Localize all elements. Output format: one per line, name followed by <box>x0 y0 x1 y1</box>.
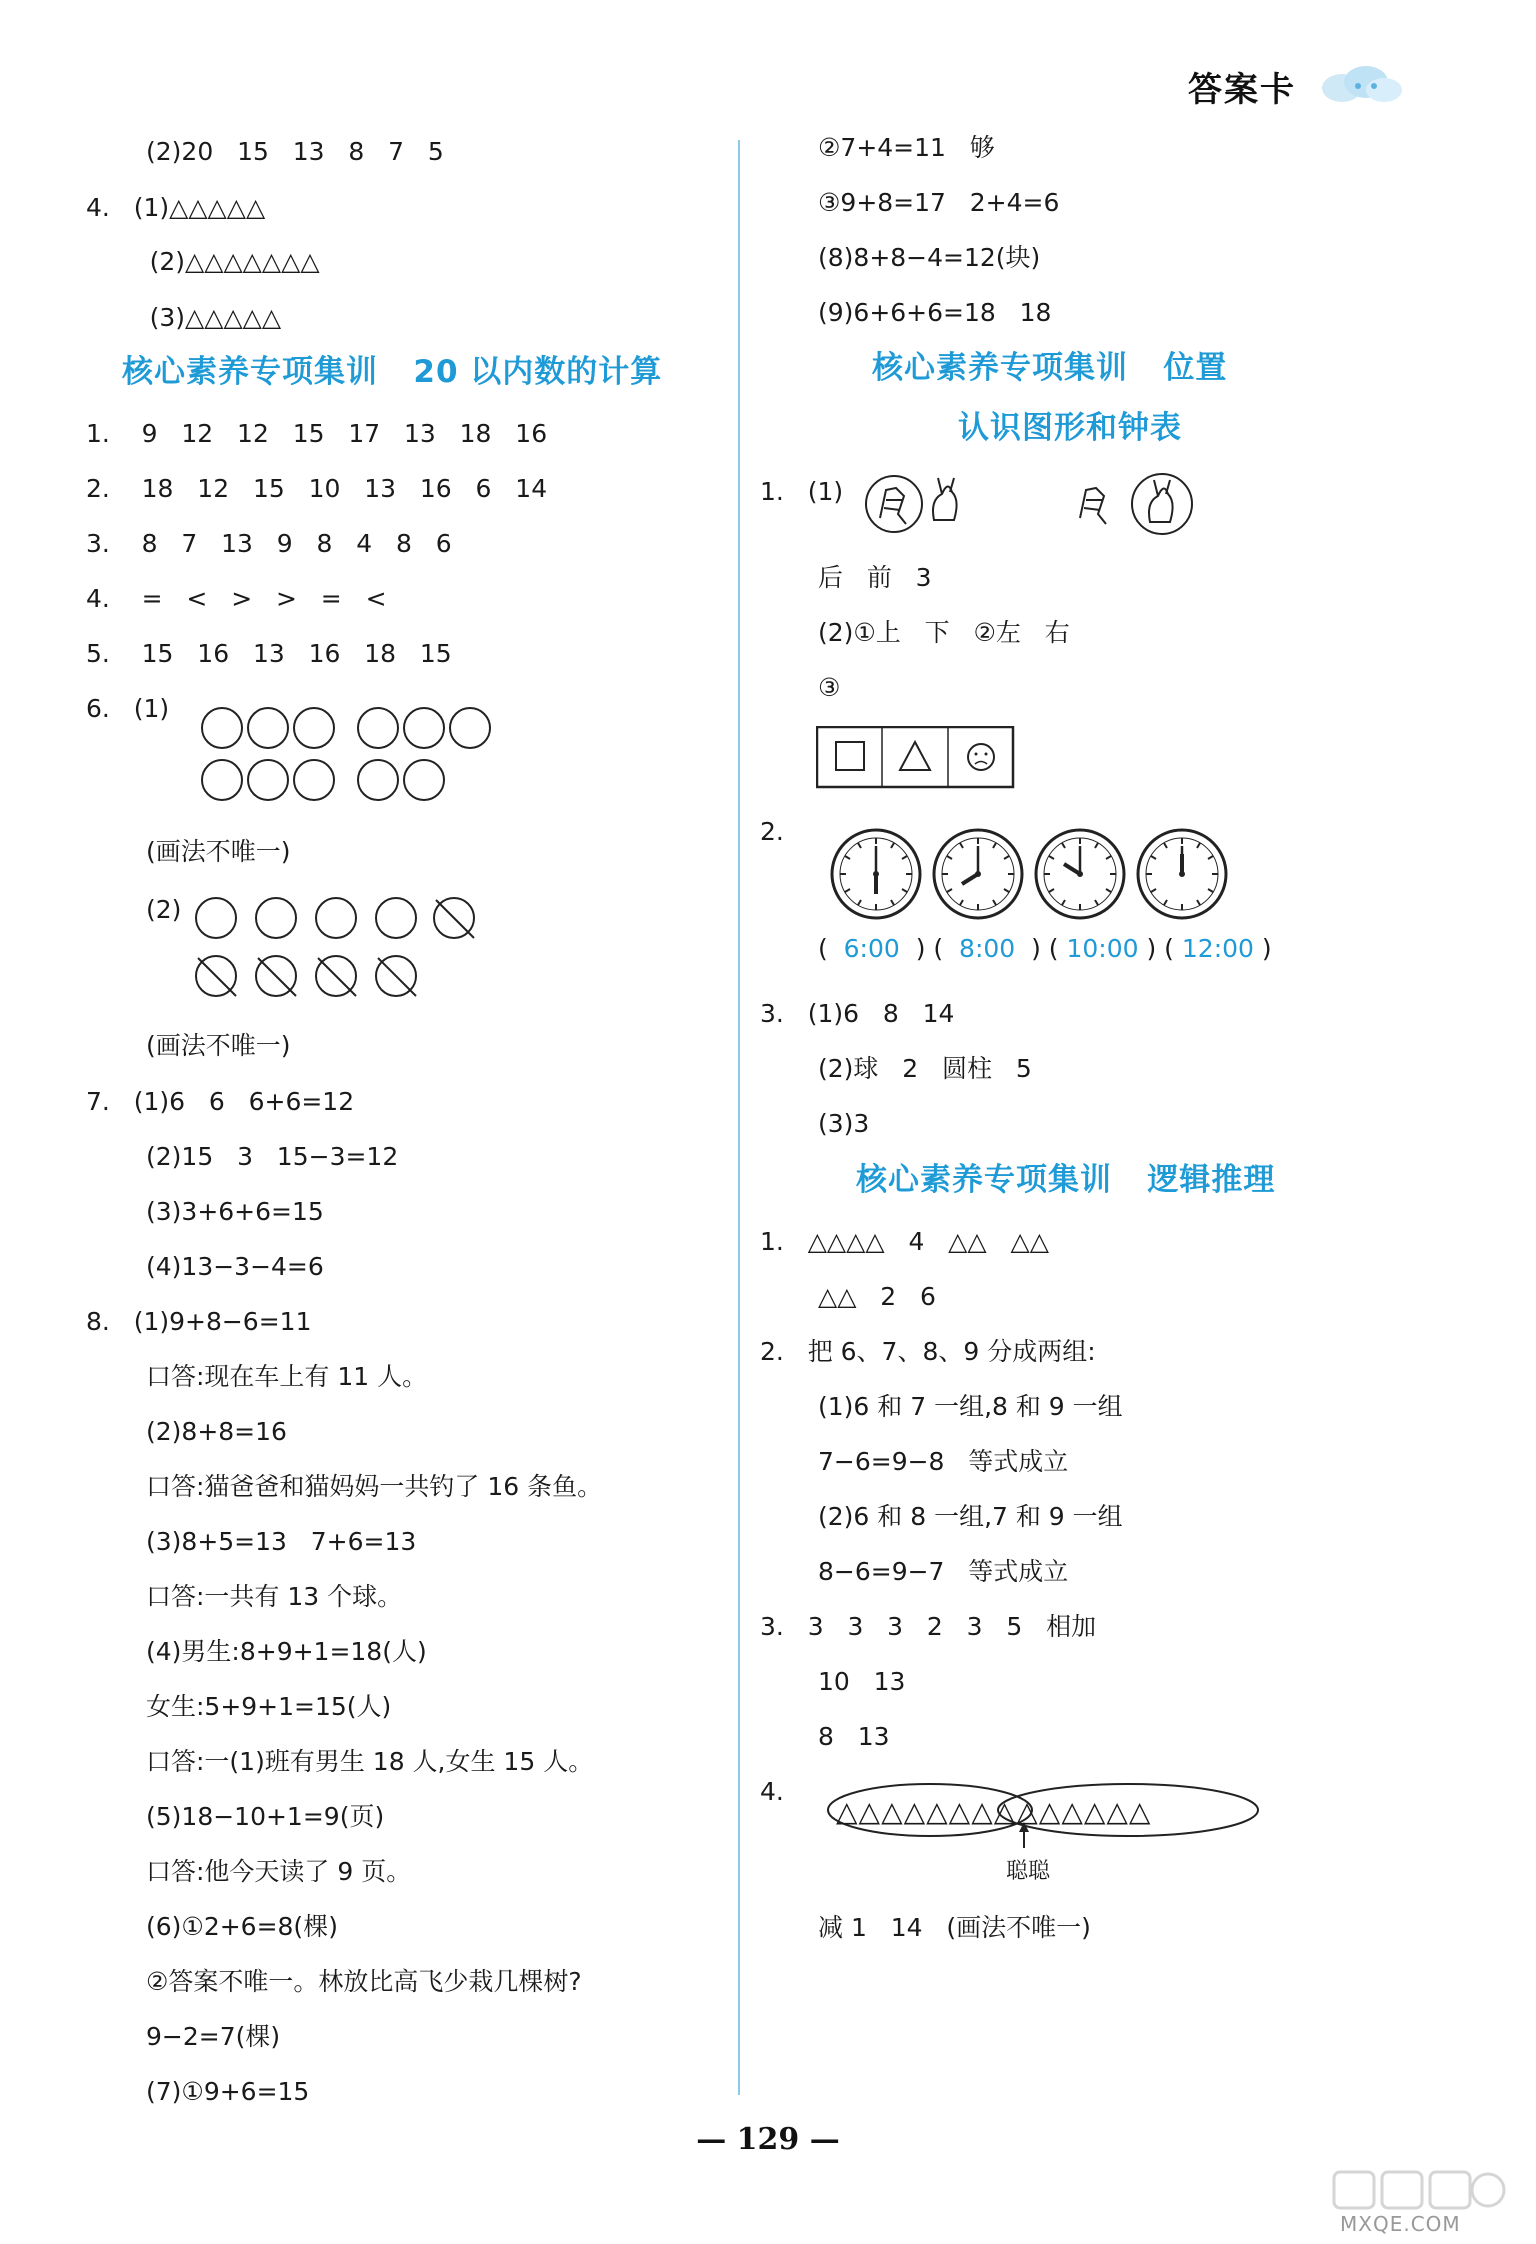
clock-answers: ( 6:00 ) ( 8:00 ) ( 10:00 ) ( 12:00 ) <box>818 934 1272 963</box>
watermark-text: MXQE.COM <box>1340 2212 1461 2236</box>
answer-line: (3)△△△△△ <box>86 303 282 332</box>
answer-line: (3)8+5=13 7+6=13 <box>146 1527 417 1556</box>
answer-line: 1. 9 12 12 15 17 13 18 16 <box>86 419 548 448</box>
answer-line: (2)20 15 13 8 7 5 <box>146 137 444 166</box>
section-heading: 核心素养专项集训 逻辑推理 <box>856 1162 1276 1198</box>
answer-line: 2. 把 6、7、8、9 分成两组: <box>760 1337 1096 1366</box>
answer-line: 1. (1) <box>760 477 844 506</box>
venn-triangles: △△△△△△△△△△△△△△ <box>836 1795 1152 1828</box>
answer-line: 9−2=7(棵) <box>146 2022 281 2051</box>
answer-line: 口答:一(1)班有男生 18 人,女生 15 人。 <box>146 1747 594 1776</box>
answer-line: 4. <box>760 1777 784 1806</box>
note: (画法不唯一) <box>146 837 291 866</box>
section-heading: 核心素养专项集训 20 以内数的计算 <box>122 354 663 390</box>
answer-line: 6. (1) <box>86 694 170 723</box>
answer-line: 口答:一共有 13 个球。 <box>146 1582 403 1611</box>
answer-line: 4. (1)△△△△△ <box>86 193 266 222</box>
answer-line: 口答:现在车上有 11 人。 <box>146 1362 428 1391</box>
venn-label: 聪聪 <box>1006 1859 1051 1884</box>
answer-label: (2) <box>146 895 182 924</box>
answer-line: 减 1 14 (画法不唯一) <box>818 1913 1091 1942</box>
circles-drawing <box>200 700 500 810</box>
answer-line: ②7+4=11 够 <box>818 133 995 162</box>
answer-line: 口答:猫爸爸和猫妈妈一共钓了 16 条鱼。 <box>146 1472 603 1501</box>
corner-title: 答案卡 <box>1188 70 1296 110</box>
answer-line: (5)18−10+1=9(页) <box>146 1802 385 1831</box>
clock-time: 6:00 <box>843 934 900 963</box>
column-divider <box>738 140 740 2095</box>
clock-time: 10:00 <box>1066 934 1139 963</box>
answer-line: (4)男生:8+9+1=18(人) <box>146 1637 427 1666</box>
answer-line: 口答:他今天读了 9 页。 <box>146 1857 412 1886</box>
clocks-drawing <box>826 824 1246 924</box>
answer-line: ②答案不唯一。林放比高飞少栽几棵树? <box>146 1967 582 1996</box>
answer-line: (2)球 2 圆柱 5 <box>818 1054 1032 1083</box>
answer-line: 女生:5+9+1=15(人) <box>146 1692 392 1721</box>
answer-line: ③ <box>818 673 841 702</box>
answer-line: △△ 2 6 <box>818 1282 936 1311</box>
answer-line: 后 前 3 <box>818 563 932 592</box>
answer-line: 7. (1)6 6 6+6=12 <box>86 1087 355 1116</box>
note: (画法不唯一) <box>146 1031 291 1060</box>
crossed-circles-drawing <box>192 894 492 1004</box>
answer-line: 8 13 <box>818 1722 890 1751</box>
clock-time: 12:00 <box>1181 934 1254 963</box>
section-heading: 认识图形和钟表 <box>958 410 1182 446</box>
answer-line: (4)13−3−4=6 <box>146 1252 324 1281</box>
answer-line: 5. 15 16 13 16 18 15 <box>86 639 452 668</box>
answer-line: (9)6+6+6=18 18 <box>818 298 1052 327</box>
answer-line: (2)6 和 8 一组,7 和 9 一组 <box>818 1502 1123 1531</box>
answer-line: 3. (1)6 8 14 <box>760 999 955 1028</box>
section-heading: 核心素养专项集训 位置 <box>872 350 1228 386</box>
clock-time: 8:00 <box>959 934 1016 963</box>
answer-line: 8−6=9−7 等式成立 <box>818 1557 1069 1586</box>
answer-line: (2)15 3 15−3=12 <box>146 1142 399 1171</box>
answer-line: 3. 8 7 13 9 8 4 8 6 <box>86 529 452 558</box>
answer-line: 2. <box>760 817 784 846</box>
answer-line: (3)3 <box>818 1109 870 1138</box>
answer-line: (2)①上 下 ②左 右 <box>818 618 1070 647</box>
answer-line: ③9+8=17 2+4=6 <box>818 188 1060 217</box>
answer-line: (2)8+8=16 <box>146 1417 287 1446</box>
answer-line: (1)6 和 7 一组,8 和 9 一组 <box>818 1392 1123 1421</box>
answer-line: 3. 3 3 3 2 3 5 相加 <box>760 1612 1097 1641</box>
answer-line: 2. 18 12 15 10 13 16 6 14 <box>86 474 548 503</box>
answer-line: 7−6=9−8 等式成立 <box>818 1447 1069 1476</box>
answer-line: 1. △△△△ 4 △△ △△ <box>760 1227 1049 1256</box>
answer-line: (7)①9+6=15 <box>146 2077 310 2106</box>
answer-line: (6)①2+6=8(棵) <box>146 1912 338 1941</box>
answer-line: (3)3+6+6=15 <box>146 1197 324 1226</box>
answer-line: 8. (1)9+8−6=11 <box>86 1307 312 1336</box>
answer-line: (8)8+8−4=12(块) <box>818 243 1041 272</box>
page-number: — 129 — <box>696 2122 840 2157</box>
answer-line: 10 13 <box>818 1667 906 1696</box>
answer-line: 4. = < > > = < <box>86 584 387 613</box>
answer-line: (2)△△△△△△△ <box>86 247 320 276</box>
shapes-box <box>816 726 1016 790</box>
animals-drawing <box>860 470 1220 540</box>
cloud-decoration <box>1318 60 1404 108</box>
